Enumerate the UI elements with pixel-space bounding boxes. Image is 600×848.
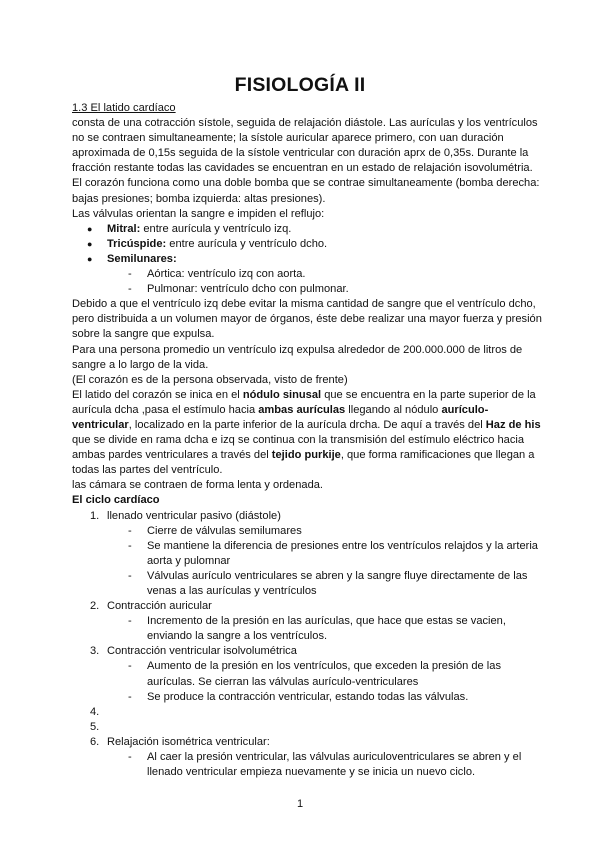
note-paragraph: (El corazón es de la persona observada, visto de frente): [72, 373, 348, 386]
bullet-icon: ●: [87, 223, 93, 234]
semilunar-text: Aórtica: ventrículo izq con aorta.: [147, 268, 306, 281]
semilunar-item-aortic: [72, 267, 542, 282]
step-number: 2.: [90, 600, 100, 613]
intro-paragraph: consta de una cotracción sístole, seguida de relajación diástole. Las aurículas y los ventrículos no se contraen simultaneamente; la sístole auricular aparece primero, con uan duración aproximada de 0,15s seguida de la sístole ventricular con duración aprx de 0,35s. Durante la fracción restante todas las cavidades se encuentran en un estado de relajación isovolumétria. El corazón funciona como una doble bomba que se contrae simultaneamente (bomba derecha: bajas presiones; bomba izquierda: altas presiones).: [72, 117, 540, 205]
cycle-substep: [72, 569, 542, 599]
substep-text: Se produce la contracción ventricular, estando todas las válvulas.: [147, 690, 469, 703]
step-number: 6.: [90, 735, 100, 748]
dash-icon: -: [128, 268, 132, 281]
dash-icon: -: [128, 539, 132, 552]
document-title: FISIOLOGÍA II: [234, 74, 366, 96]
conduction-text: que se divide en rama dcha e izq se continua con la transmisión del estímulo eléctrico hacia ambas pardes ventriculares a través del: [72, 434, 525, 462]
substep-text: Se mantiene la diferencia de presiones entre los ventrículos relajdos y la arteria aorta y pulomnar: [147, 539, 538, 567]
cycle-step: [72, 644, 542, 659]
page-number: 1: [296, 798, 304, 810]
dash-icon: -: [128, 690, 132, 703]
cycle-substep: [72, 524, 542, 539]
cycle-step: [72, 705, 542, 720]
cycle-step: [72, 735, 542, 750]
conduction-term-av-node: aurículo-ventricular: [72, 403, 489, 431]
valve-text: entre aurícula y ventrículo dcho.: [166, 237, 328, 250]
valve-text: entre aurícula y ventrículo izq.: [140, 222, 292, 235]
valve-label: Semilunares:: [107, 252, 177, 265]
step-number: 1.: [90, 509, 100, 522]
step-label: llenado ventricular pasivo (diástole): [107, 509, 281, 522]
valves-intro: Las válvulas orientan la sangre e impiden el reflujo:: [72, 207, 325, 220]
substep-text: Cierre de válvulas semilumares: [147, 524, 302, 537]
conduction-term-sinus-node: nódulo sinusal: [242, 388, 322, 401]
section-heading: 1.3 El latido cardíaco: [72, 102, 176, 114]
conduction-text: , localizado en la parte inferior de la aurícula drcha. De aquí a través del: [128, 418, 486, 431]
substep-text: Aumento de la presión en los ventrículos, que exceden la presión de las aurículas. Se cierran las válvulas aurículo-ventriculares: [147, 660, 501, 688]
dash-icon: -: [128, 283, 132, 296]
valve-label: Tricúspide:: [107, 237, 167, 250]
cycle-substep: [72, 659, 542, 689]
left-ventricle-paragraph: Debido a que el ventrículo izq debe evitar la misma cantidad de sangre que el ventrículo dcho, pero distribuida a un volumen mayor de órganos, éste debe realizar una mayor fuerza y presión sobre la sangre que expulsa.: [72, 298, 542, 341]
valve-item-tricuspid: [72, 237, 542, 252]
chambers-paragraph: las cámara se contraen de forma lenta y ordenada.: [72, 479, 323, 492]
document-body: [72, 101, 542, 780]
conduction-term-atria: ambas aurículas: [258, 403, 346, 416]
conduction-text: que se encuentra en la parte superior de la aurícula dcha ,pasa el estímulo hacia: [72, 388, 536, 416]
conduction-paragraph: [72, 388, 542, 479]
volume-paragraph: Para una persona promedio un ventrículo izq expulsa alrededor de 200.000.000 de litros de sangre a lo largo de la vida.: [72, 343, 523, 371]
cycle-substep: [72, 539, 542, 569]
step-label: Relajación isométrica ventricular:: [107, 735, 270, 748]
dash-icon: -: [128, 524, 132, 537]
cycle-step: [72, 599, 542, 614]
dash-icon: -: [128, 615, 132, 628]
conduction-term-purkinje: tejido purkije: [271, 449, 341, 462]
valve-item-semilunar: [72, 252, 542, 267]
cycle-substep: [72, 690, 542, 705]
conduction-term-his-bundle: Haz de his: [485, 418, 541, 431]
bullet-icon: ●: [87, 238, 93, 249]
conduction-text: llegando al nódulo: [345, 403, 442, 416]
step-number: 3.: [90, 645, 100, 658]
step-number: 5.: [90, 720, 100, 733]
dash-icon: -: [128, 569, 132, 582]
dash-icon: -: [128, 660, 132, 673]
conduction-text: , que forma ramificaciones que llegan a todas las partes del ventrículo.: [72, 449, 535, 477]
bullet-icon: ●: [87, 253, 93, 264]
semilunar-text: Pulmonar: ventrículo dcho con pulmonar.: [147, 283, 349, 296]
cycle-step: [72, 509, 542, 524]
substep-text: Incremento de la presión en las aurículas, que hace que estas se vacien, enviando la sangre a los ventrículos.: [147, 615, 506, 643]
cycle-substep: [72, 614, 542, 644]
step-label: Contracción ventricular isolvolumétrica: [107, 645, 297, 658]
conduction-text: El latido del corazón se inica en el: [72, 388, 243, 401]
valve-label: Mitral:: [107, 222, 141, 235]
cycle-step: [72, 720, 542, 735]
semilunar-item-pulmonary: [72, 282, 542, 297]
valve-item-mitral: [72, 222, 542, 237]
step-label: Contracción auricular: [107, 600, 212, 613]
substep-text: Al caer la presión ventricular, las válvulas auriculoventriculares se abren y el llenado ventricular empieza nuevamente y se inicia un nuevo ciclo.: [147, 751, 522, 779]
step-number: 4.: [90, 705, 100, 718]
substep-text: Válvulas aurículo ventriculares se abren y la sangre fluye directamente de las venas a las aurículas y ventrículos: [147, 569, 528, 597]
cycle-substep: [72, 750, 542, 780]
cycle-heading: El ciclo cardíaco: [72, 494, 160, 507]
dash-icon: -: [128, 751, 132, 764]
